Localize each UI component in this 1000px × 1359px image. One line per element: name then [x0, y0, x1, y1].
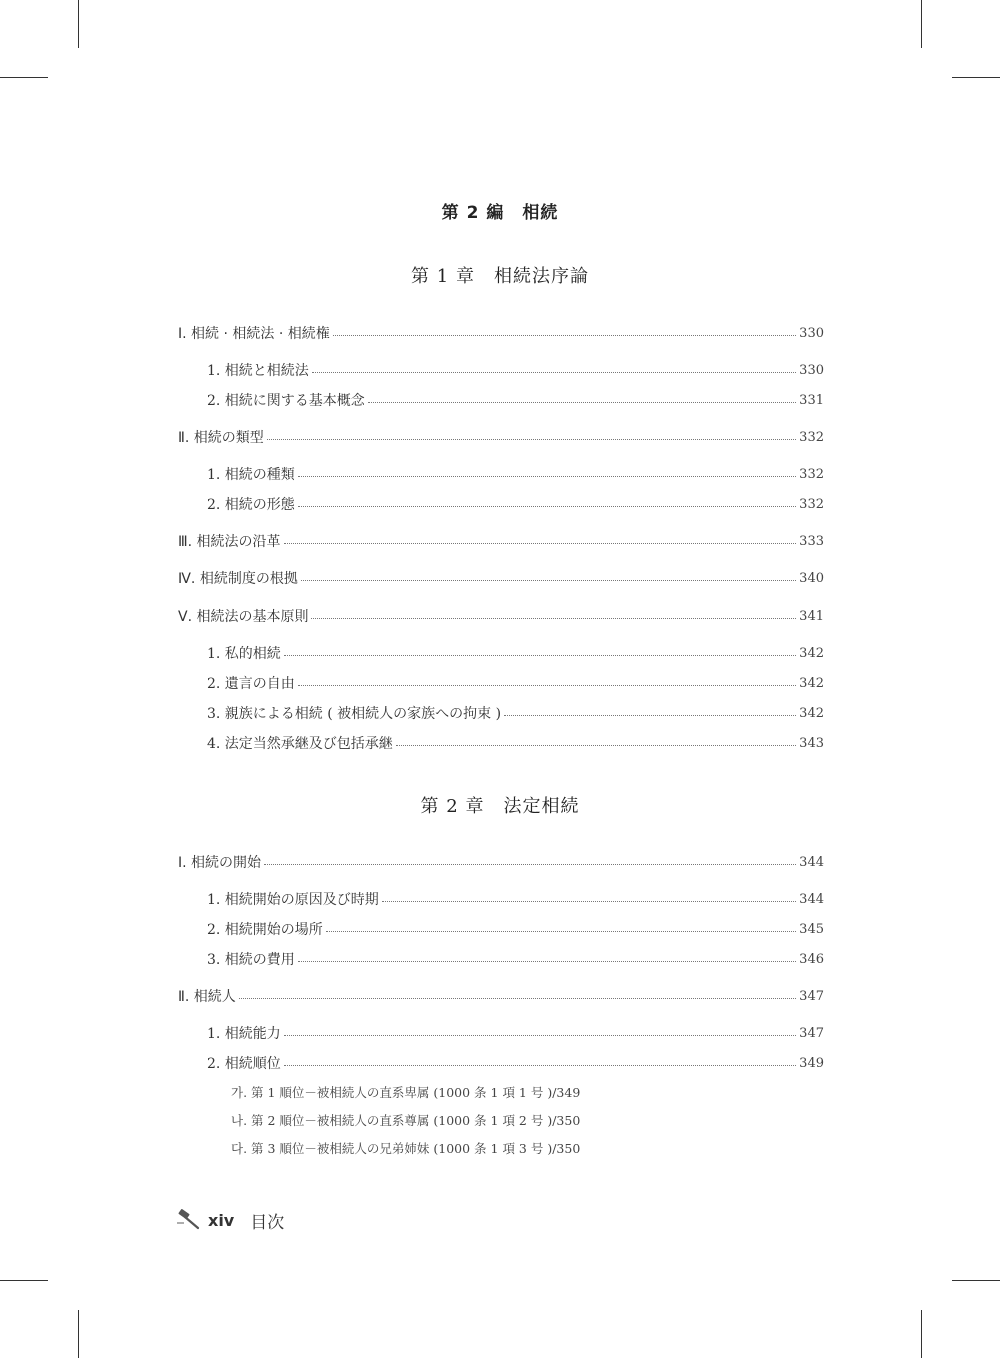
crop-mark [952, 77, 1000, 78]
dot-leader [382, 900, 796, 902]
toc-entry-label: Ⅴ. 相続法の基本原則 [178, 609, 309, 625]
toc-entry-page: 342 [799, 705, 824, 721]
dot-leader [267, 438, 796, 440]
toc-entry[interactable] [207, 948, 824, 970]
part-title: 第 2 編 相続 [441, 203, 559, 223]
toc-subitem[interactable]: 다. 第 3 順位－被相続人の兄弟姉妹 (1000 条 1 項 3 号 )/350 [231, 1141, 581, 1156]
dot-leader [284, 654, 796, 656]
toc-entry-page: 344 [799, 854, 824, 870]
toc-entry-page: 332 [799, 496, 824, 512]
toc-entry-label: Ⅱ. 相続人 [178, 989, 236, 1005]
dot-leader [298, 475, 796, 477]
crop-mark [952, 1280, 1000, 1281]
toc-entry-page: 332 [799, 466, 824, 482]
toc-entry-label: Ⅰ. 相続 · 相続法 · 相続権 [178, 326, 330, 342]
toc-entry-label: Ⅰ. 相続の開始 [178, 855, 262, 871]
toc-entry[interactable] [207, 732, 824, 754]
dot-leader [312, 371, 796, 373]
toc-entry[interactable] [207, 702, 824, 724]
toc-entry-page: 346 [799, 951, 824, 967]
toc-entry-label: 2. 相続に関する基本概念 [207, 393, 365, 409]
toc-entry[interactable] [178, 605, 824, 627]
toc-entry-label: 2. 相続開始の場所 [207, 922, 323, 938]
toc-entry-page: 333 [799, 533, 824, 549]
toc-entry-page: 347 [799, 1025, 824, 1041]
section-label: 目次 [250, 1212, 285, 1233]
toc-entry[interactable] [178, 426, 824, 448]
crop-mark [921, 0, 922, 48]
page-number: xiv [208, 1210, 235, 1230]
dot-leader [504, 714, 796, 716]
crop-mark [0, 1280, 48, 1281]
toc-entry-page: 340 [799, 570, 824, 586]
toc-entry-label: 3. 親族による相続 ( 被相続人の家族への拘束 ) [207, 706, 502, 722]
toc-entry-page: 344 [799, 891, 824, 907]
toc-entry-label: 1. 相続の種類 [207, 467, 295, 483]
toc-entry[interactable] [207, 888, 824, 910]
dot-leader [298, 684, 796, 686]
chapter-title: 第 1 章 相続法序論 [411, 266, 589, 287]
toc-entry[interactable] [178, 985, 824, 1007]
toc-entry[interactable] [207, 642, 824, 664]
dot-leader [333, 334, 796, 336]
toc-entry-page: 345 [799, 921, 824, 937]
toc-entry-label: 3. 相続の費用 [207, 952, 295, 968]
toc-entry-label: 1. 私的相続 [207, 646, 281, 662]
toc-entry-page: 331 [799, 392, 824, 408]
toc-entry[interactable] [178, 530, 824, 552]
toc-entry-page: 347 [799, 988, 824, 1004]
dot-leader [298, 505, 796, 507]
page-footer [176, 1207, 284, 1233]
toc-entry-label: 1. 相続能力 [207, 1026, 281, 1042]
crop-mark [921, 1310, 922, 1358]
toc-entry-label: 2. 遺言の自由 [207, 676, 295, 692]
toc-entry-page: 342 [799, 645, 824, 661]
toc-entry-page: 341 [799, 608, 824, 624]
toc-entry[interactable] [207, 359, 824, 381]
dot-leader [326, 930, 796, 932]
dot-leader [239, 997, 796, 999]
toc-subitem[interactable]: 가. 第 1 順位－被相続人の直系卑属 (1000 条 1 項 1 号 )/349 [231, 1085, 581, 1100]
toc-entry-label: 1. 相続と相続法 [207, 363, 309, 379]
dot-leader [284, 542, 797, 544]
toc-entry-page: 349 [799, 1055, 824, 1071]
gavel-icon [176, 1209, 202, 1231]
toc-entry[interactable] [178, 851, 824, 873]
crop-mark [78, 1310, 79, 1358]
dot-leader [301, 579, 796, 581]
toc-entry[interactable] [207, 463, 824, 485]
dot-leader [368, 401, 796, 403]
dot-leader [264, 863, 796, 865]
toc-entry[interactable] [207, 672, 824, 694]
toc-entry[interactable] [207, 918, 824, 940]
dot-leader [311, 617, 796, 619]
toc-entry-label: Ⅳ. 相続制度の根拠 [178, 571, 298, 587]
dot-leader [284, 1064, 796, 1066]
crop-mark [78, 0, 79, 48]
toc-entry-label: Ⅱ. 相続の類型 [178, 430, 264, 446]
toc-entry[interactable] [207, 1022, 824, 1044]
toc-entry[interactable] [207, 389, 824, 411]
dot-leader [396, 744, 796, 746]
toc-entry[interactable] [178, 567, 824, 589]
toc-entry-label: 4. 法定当然承継及び包括承継 [207, 736, 393, 752]
toc-entry-label: 2. 相続順位 [207, 1056, 281, 1072]
toc-entry-page: 330 [799, 325, 824, 341]
dot-leader [298, 960, 796, 962]
toc-entry-page: 332 [799, 429, 824, 445]
toc-entry[interactable] [207, 493, 824, 515]
toc-entry[interactable] [178, 322, 824, 344]
toc-entry[interactable] [207, 1052, 824, 1074]
toc-subitem[interactable]: 나. 第 2 順位－被相続人の直系尊属 (1000 条 1 項 2 号 )/350 [231, 1113, 581, 1128]
crop-mark [0, 77, 48, 78]
toc-entry-page: 330 [799, 362, 824, 378]
toc-entry-label: 1. 相続開始の原因及び時期 [207, 892, 379, 908]
toc-entry-page: 343 [799, 735, 824, 751]
toc-entry-page: 342 [799, 675, 824, 691]
toc-entry-label: Ⅲ. 相続法の沿革 [178, 534, 281, 550]
chapter-title: 第 2 章 法定相続 [420, 796, 580, 817]
toc-entry-label: 2. 相続の形態 [207, 497, 295, 513]
dot-leader [284, 1034, 796, 1036]
